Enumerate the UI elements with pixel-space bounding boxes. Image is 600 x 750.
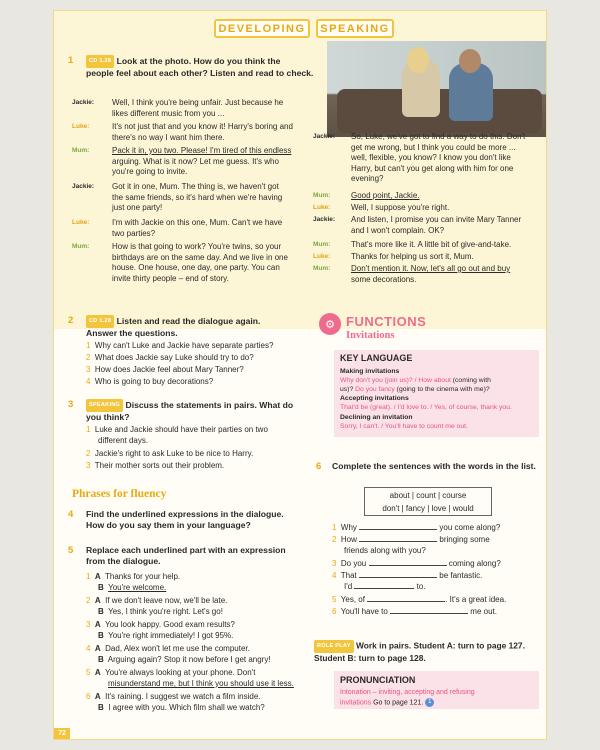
speaking-badge: SPEAKING [86, 399, 123, 412]
cd-badge: CD 1.28 [86, 315, 114, 328]
sentence-item: 2 How bringing some friends along with you? [332, 535, 490, 555]
sentence-item: 1 Why you come along? [332, 523, 501, 532]
tab-developing: DEVELOPING [214, 19, 310, 38]
sentence-item: 5 Yes, of . It's a great idea. [332, 595, 507, 604]
exercise-4-instruction: Find the underlined expressions in the dialogue. How do you say them in your language? [86, 509, 284, 530]
exercise-3-instruction: SPEAKING Discuss the statements in pairs. What do you think? [86, 399, 294, 422]
statement-item: 1 Luke and Jackie should have their parties on two different days. [86, 425, 268, 445]
question-item: 1 Why can't Luke and Jackie have separate parties? [86, 341, 274, 350]
exercise-1-instruction: CD 1.28 Look at the photo. How do you think the people feel about each other? Listen and read to check. [86, 55, 314, 78]
exercise-2-number: 2 [68, 315, 74, 326]
dialogue-line: Mum: How is that going to work? You're twins, so your birthdays are on the same day. And we live in one house. One house, one day, one party. You can invite thirty people – end of story. [72, 242, 288, 283]
dialogue-line: Luke: I'm with Jackie on this one, Mum. Can't we have two parties? [72, 218, 283, 238]
page-number: 72 [54, 728, 70, 739]
dialogue-line: Jackie: So, Luke, we've got to find a way to do this. Don't get me wrong, but I think you could be more ... well, flexible, you know? I know you don't like Harry, but can't you get along with him for one evening? [313, 132, 526, 184]
sentence-item: 3 Do you coming along? [332, 559, 501, 568]
pronunciation-box: PRONUNCIATION Intonation – inviting, accepting and refusing invitations Go to page 121. 1 [334, 671, 539, 709]
dialogue-line: Mum: Pack it in, you two. Please! I'm tired of this endless arguing. What is it now? Let me guess. It's who you're going to invite. [72, 146, 292, 177]
word-list-box: about | count | course don't | fancy | love | would [364, 487, 492, 516]
functions-icon: ⚙ [319, 313, 341, 335]
functions-title: FUNCTIONS [346, 314, 427, 329]
dialogue-line: Jackie: Well, I think you're being unfair. Just because he likes different music from you ... [72, 98, 284, 118]
dialogue-pair: 2 A If we don't leave now, we'll be late. B Yes, I think you're right. Let's go! [86, 596, 228, 616]
dialogue-pair: 4 A Dad, Alex won't let me use the computer. B Arguing again? Stop it now before I get angry! [86, 644, 271, 664]
question-item: 2 What does Jackie say Luke should try to do? [86, 353, 254, 362]
exercise-2-instruction: CD 1.28 Listen and read the dialogue again. Answer the questions. [86, 315, 261, 338]
sentence-item: 6 You'll have to me out. [332, 607, 497, 616]
dialogue-line: Luke: Thanks for helping us sort it, Mum. [313, 252, 474, 261]
exercise-5-instruction: Replace each underlined part with an expression from the dialogue. [86, 545, 286, 566]
cd-badge: CD 1.28 [86, 55, 114, 68]
exercise-6-number: 6 [316, 461, 322, 472]
photo-twins-on-sofa [327, 41, 547, 137]
question-item: 3 How does Jackie feel about Mary Tanner? [86, 365, 244, 374]
dialogue-pair: 6 A It's raining. I suggest we watch a film inside. B I agree with you. Which film shall we watch? [86, 692, 265, 712]
dialogue-line: Mum: Good point, Jackie. [313, 191, 420, 200]
statement-item: 3 Their mother sorts out their problem. [86, 461, 225, 470]
exercise-6-instruction: Complete the sentences with the words in the list. [332, 461, 536, 471]
textbook-page [53, 10, 547, 740]
dialogue-pair: 3 A You look happy. Good exam results? B You're right immediately! I got 95%. [86, 620, 235, 640]
dialogue-pair: 1 A Thanks for your help. B You're welcome. [86, 572, 181, 592]
statement-item: 2 Jackie's right to ask Luke to be nice to Harry. [86, 449, 254, 458]
dialogue-line: Jackie: Got it in one, Mum. The thing is, we haven't got the same friends, so it's hard when we're having just one party! [72, 182, 283, 213]
tab-speaking: SPEAKING [316, 19, 394, 38]
question-item: 4 Who is going to buy decorations? [86, 377, 214, 386]
sentence-item: 4 That be fantastic. I'd to. [332, 571, 483, 591]
phrases-for-fluency-header: Phrases for fluency [72, 488, 167, 500]
dialogue-line: Mum: Don't mention it. Now, let's all go out and buy some decorations. [313, 264, 511, 284]
dialogue-line: Luke: Well, I suppose you're right. [313, 203, 450, 212]
exercise-5-number: 5 [68, 545, 74, 556]
cd-icon: 1 [425, 698, 434, 707]
key-language-box: KEY LANGUAGE Making invitations Why don't you (join us)? / How about (coming with us)? Do you fancy (going to the cinema with me)? Accepting invitations That'd be (great). / I'd love to. / Yes, of course, thank you. Declining an invitation Sorry, I can't. / You'll have to count me out. [334, 350, 539, 437]
role-play-badge: ROLE PLAY [314, 640, 354, 653]
functions-subtitle: Invitations [346, 330, 395, 341]
exercise-4-number: 4 [68, 509, 74, 520]
exercise-1-number: 1 [68, 55, 74, 66]
dialogue-line: Jackie: And listen, I promise you can invite Mary Tanner and I won't complain. OK? [313, 215, 522, 235]
role-play-instruction: ROLE PLAY Work in pairs. Student A: turn to page 127. Student B: turn to page 128. [314, 640, 525, 663]
dialogue-line: Luke: It's not just that and you know it! Harry's boring and there's no way I want him there. [72, 122, 293, 142]
dialogue-line: Mum: That's more like it. A little bit of give-and-take. [313, 240, 512, 249]
exercise-3-number: 3 [68, 399, 74, 410]
dialogue-pair: 5 A You're always looking at your phone. Don't misunderstand me, but I think you should use it less. [86, 668, 294, 688]
